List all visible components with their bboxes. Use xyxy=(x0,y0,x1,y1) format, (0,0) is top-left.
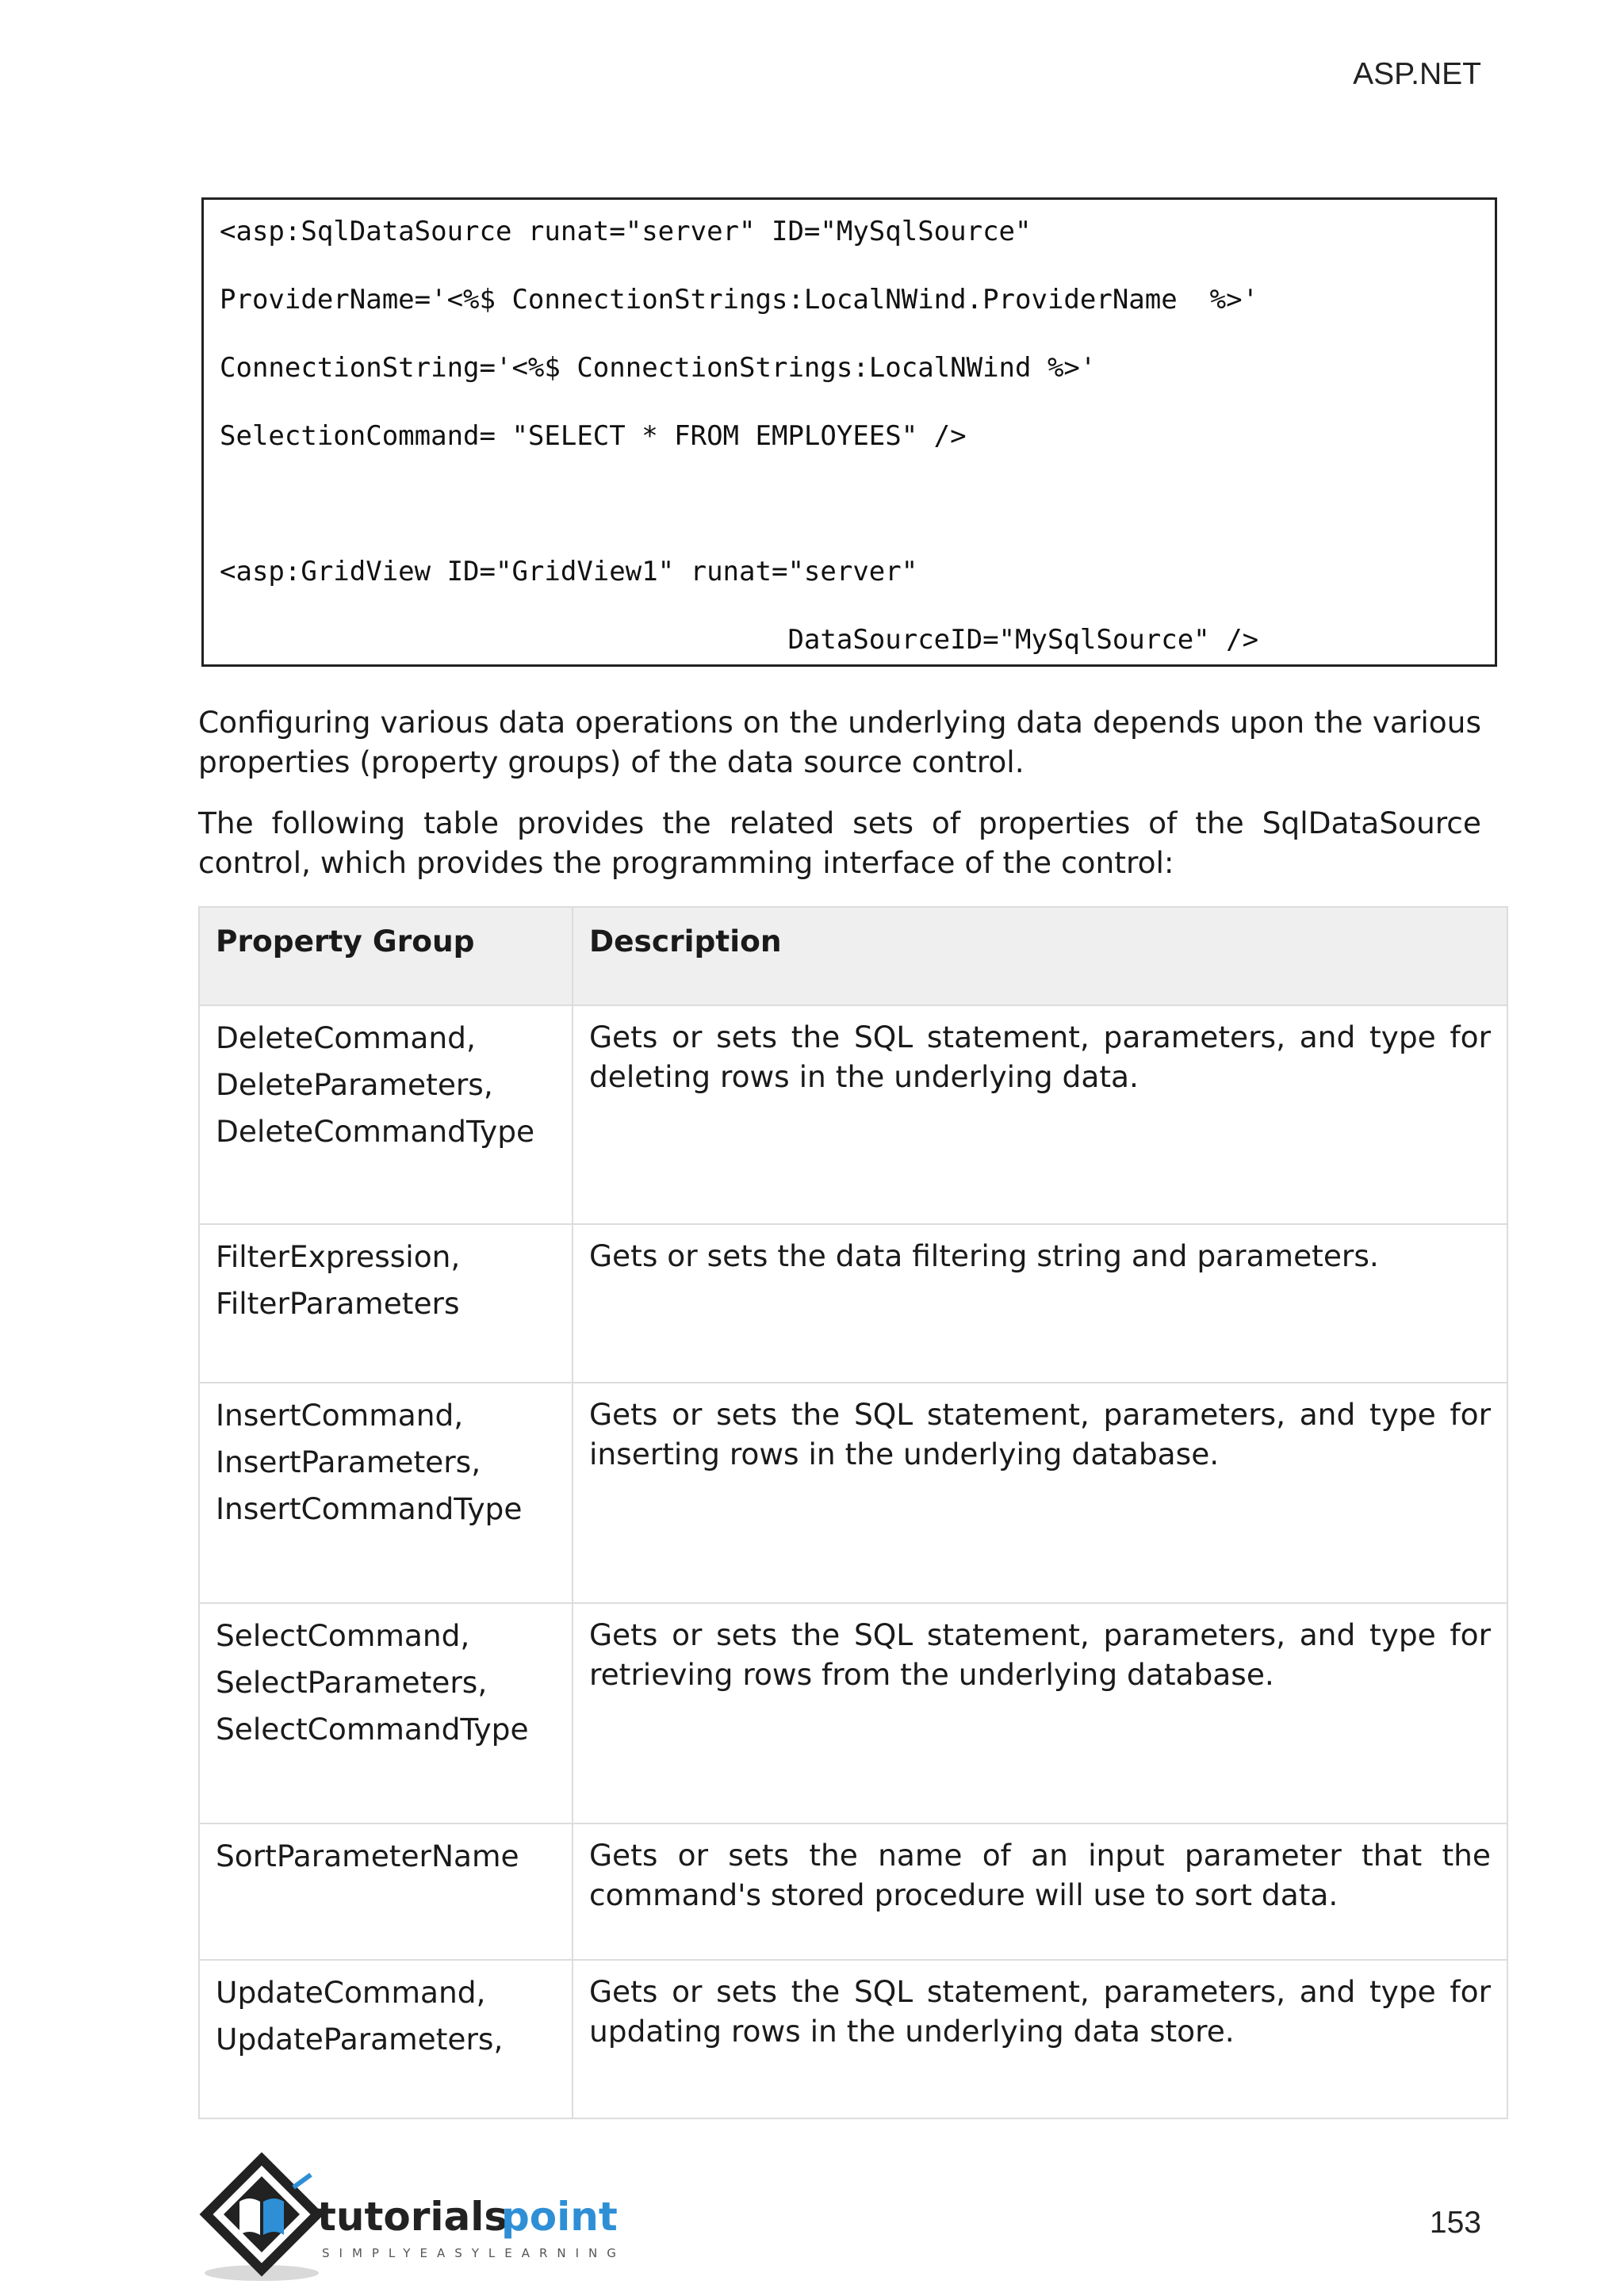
logo-accent xyxy=(293,2175,311,2187)
property-name: DeleteParameters, xyxy=(216,1067,493,1102)
property-name: DeleteCommand, xyxy=(216,1020,476,1055)
description-cell: Gets or sets the SQL statement, parameters, and type for inserting rows in the underlying database. xyxy=(573,1383,1507,1603)
property-name: SelectParameters, xyxy=(216,1665,488,1700)
code-line: <asp:SqlDataSource runat="server" ID="MySqlSource" xyxy=(220,216,1032,247)
property-cell xyxy=(199,1005,573,1224)
property-name: SelectCommand, xyxy=(216,1618,470,1653)
code-block xyxy=(201,197,1497,667)
property-name: UpdateParameters, xyxy=(216,2022,504,2057)
property-name: InsertCommand, xyxy=(216,1398,464,1433)
page-number: 153 xyxy=(1429,2206,1481,2240)
code-line: ProviderName='<%$ ConnectionStrings:LocalNWind.ProviderName %>' xyxy=(220,284,1259,316)
logo-graphic xyxy=(198,2152,626,2287)
property-cell xyxy=(199,1823,573,1960)
description-cell: Gets or sets the SQL statement, parameters, and type for retrieving rows from the underlying database. xyxy=(573,1603,1507,1823)
paragraph: The following table provides the related sets of properties of the SqlDataSource control, which provides the programming interface of the control: xyxy=(198,806,1481,880)
table-row xyxy=(199,1603,1507,1823)
page-header-title: ASP.NET xyxy=(1353,57,1481,91)
table-row xyxy=(199,1823,1507,1960)
table-row xyxy=(199,1224,1507,1383)
code-line: ConnectionString='<%$ ConnectionStrings:LocalNWind %>' xyxy=(220,352,1097,384)
code-line: SelectionCommand= "SELECT * FROM EMPLOYEES" /> xyxy=(220,420,967,452)
property-cell xyxy=(199,1383,573,1603)
property-name: DeleteCommandType xyxy=(216,1114,535,1149)
book-icon xyxy=(239,2198,260,2235)
description-cell: Gets or sets the name of an input parameter that the command's stored procedure will use to sort data. xyxy=(573,1823,1507,1960)
logo-tagline: SIMPLYEASYLEARNING xyxy=(322,2246,626,2260)
property-cell xyxy=(199,1603,573,1823)
description-cell: Gets or sets the SQL statement, parameters, and type for deleting rows in the underlying data. xyxy=(573,1005,1507,1224)
property-name: SortParameterName xyxy=(216,1839,519,1873)
table-header-row xyxy=(199,907,1507,1005)
paragraph: Configuring various data operations on the underlying data depends upon the various properties (property groups) of the data source control. xyxy=(198,705,1481,779)
property-name: InsertCommandType xyxy=(216,1491,523,1526)
table-header-cell: Property Group xyxy=(199,907,573,1005)
book-icon xyxy=(263,2198,284,2235)
table-row xyxy=(199,1960,1507,2118)
table-row xyxy=(199,1383,1507,1603)
property-cell xyxy=(199,1224,573,1383)
property-name: SelectCommandType xyxy=(216,1712,529,1747)
code-line: <asp:GridView ID="GridView1" runat="server" xyxy=(220,556,918,587)
code-line: DataSourceID="MySqlSource" /> xyxy=(220,624,1259,656)
table-row xyxy=(199,1005,1507,1224)
property-cell xyxy=(199,1960,573,2118)
property-name: InsertParameters, xyxy=(216,1445,481,1479)
property-name: FilterParameters xyxy=(216,1286,460,1321)
logo-word-tutorials: tutorials xyxy=(317,2194,508,2240)
property-table xyxy=(198,906,1508,2119)
property-name: FilterExpression, xyxy=(216,1239,461,1274)
table-header-cell: Description xyxy=(573,907,1507,1005)
property-name: UpdateCommand, xyxy=(216,1975,486,2010)
description-cell: Gets or sets the SQL statement, parameters, and type for updating rows in the underlying data store. xyxy=(573,1960,1507,2118)
logo-word-point: point xyxy=(501,2194,618,2240)
tutorialspoint-logo xyxy=(198,2152,626,2287)
description-cell: Gets or sets the data filtering string and parameters. xyxy=(573,1224,1507,1383)
